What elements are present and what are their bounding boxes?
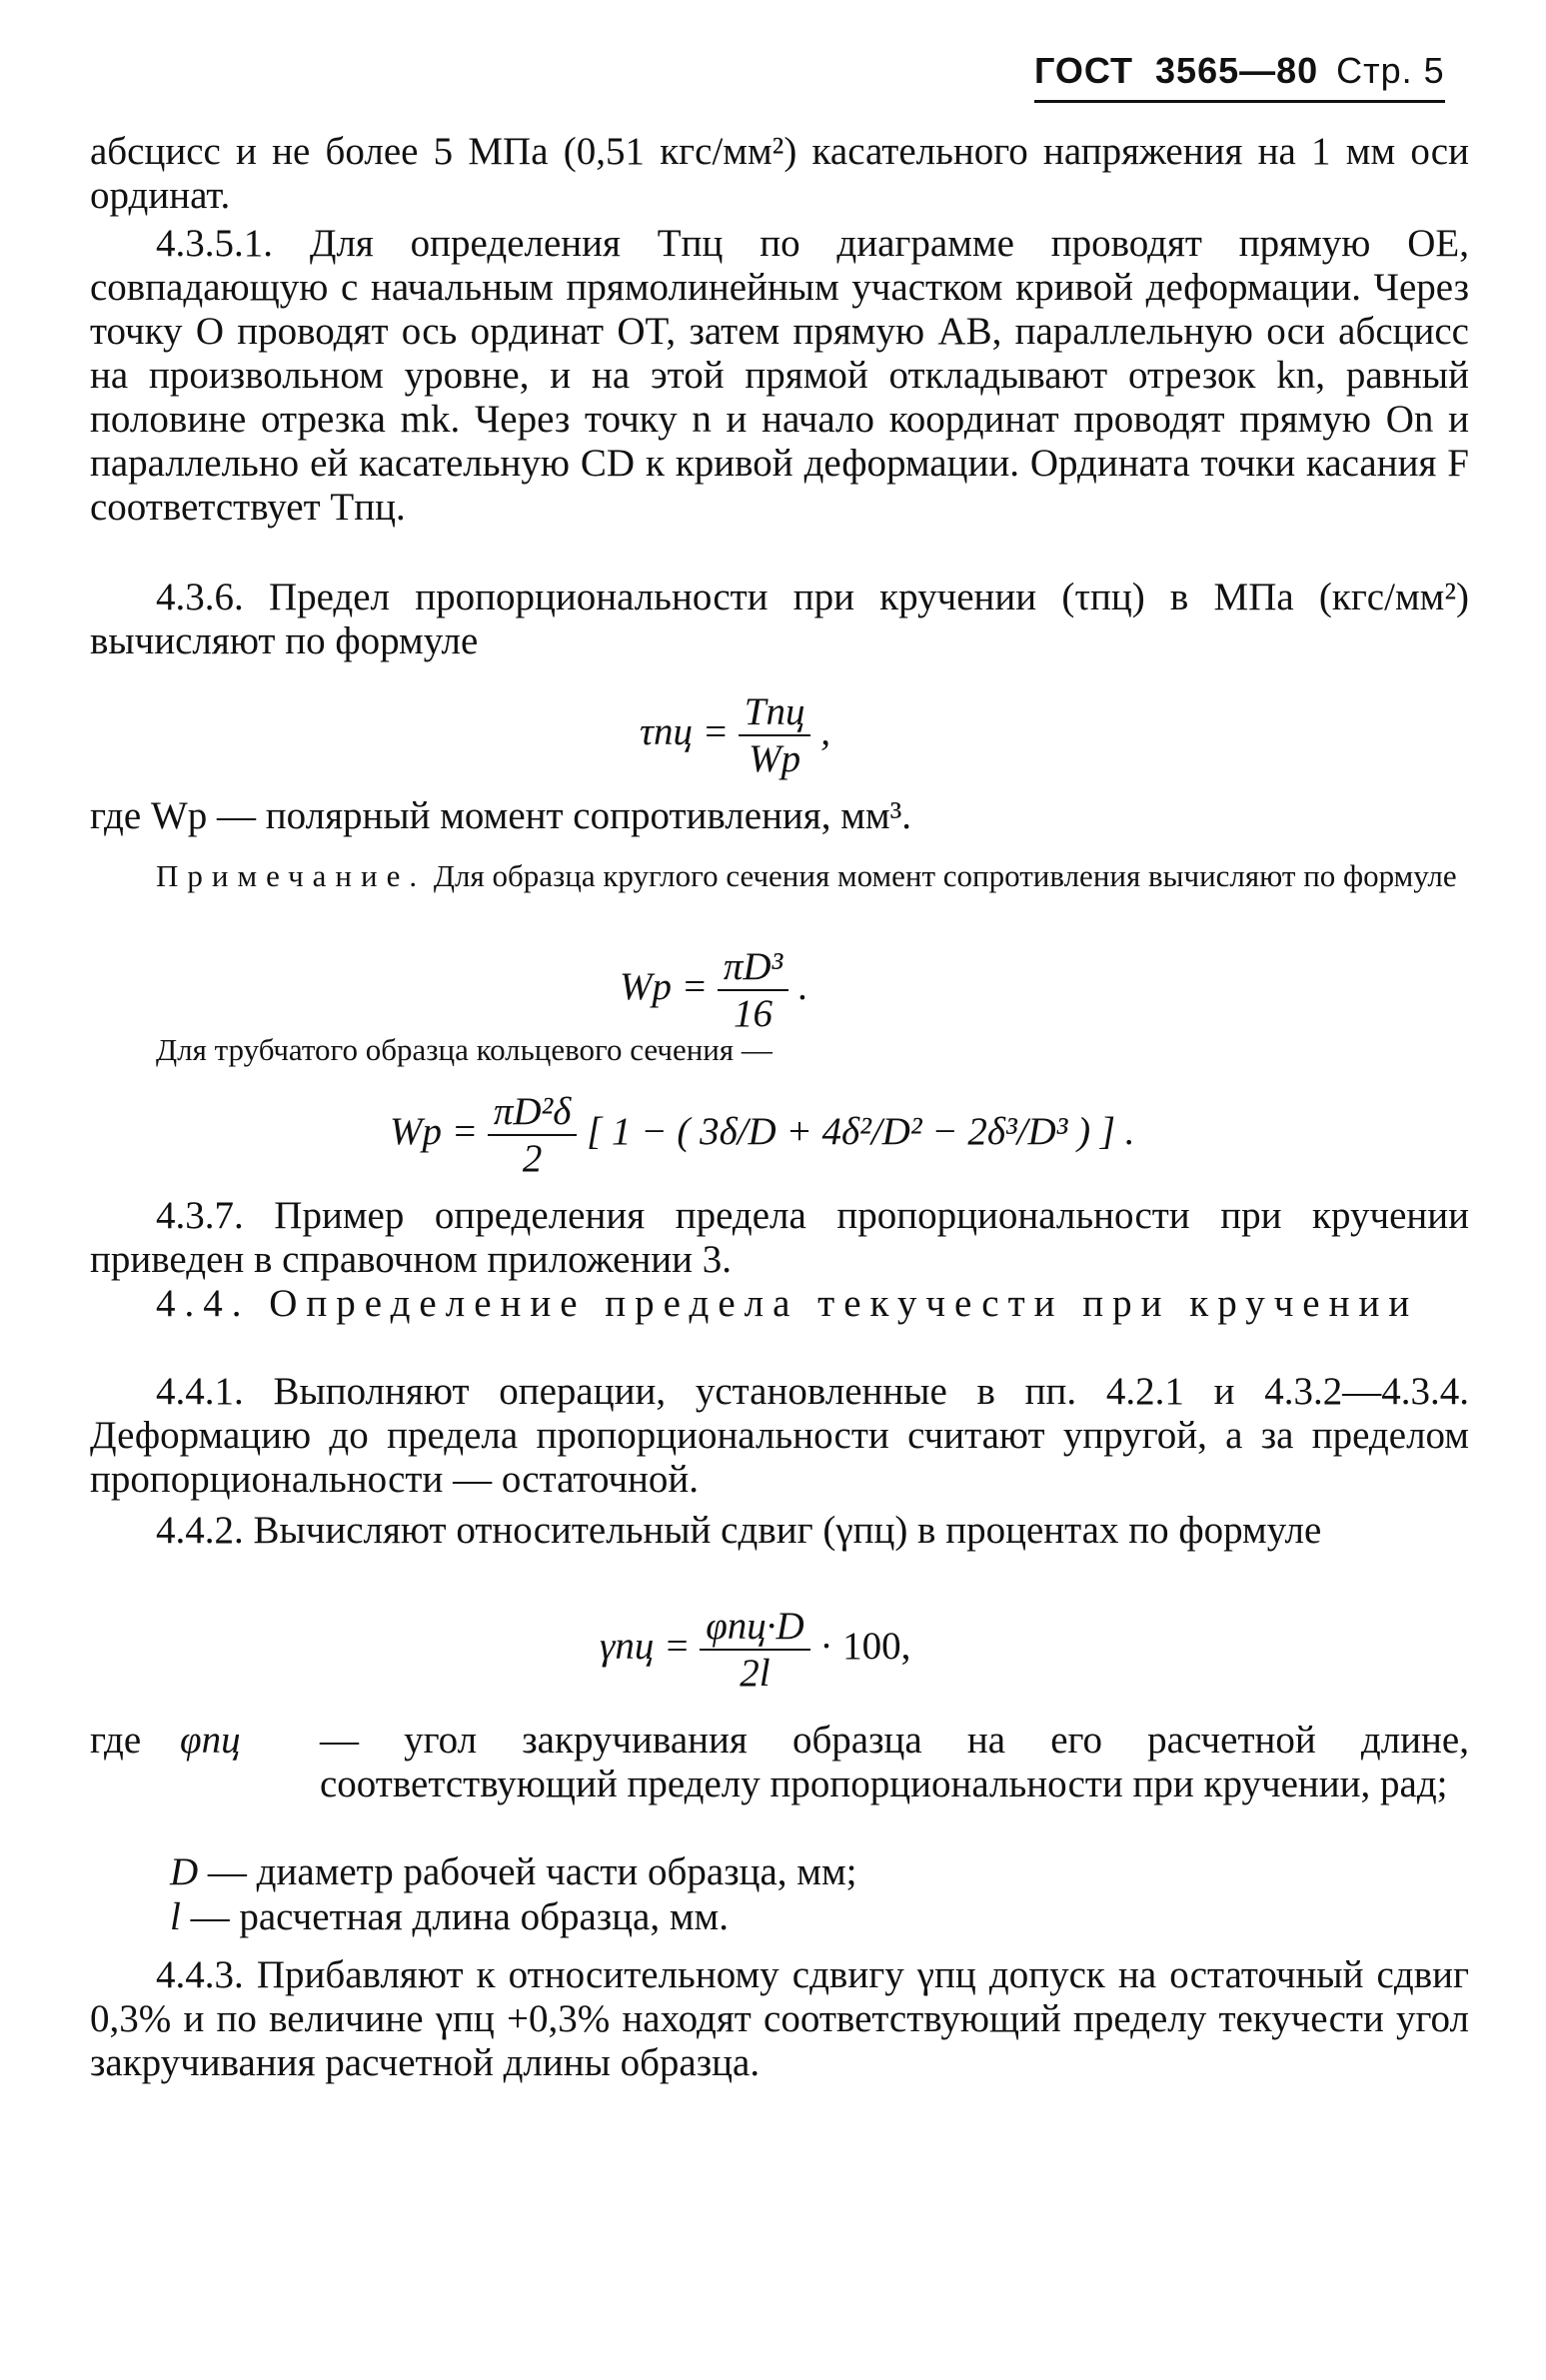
formula-wp-tube-den: 2 <box>522 1137 543 1180</box>
legend-length <box>170 1895 1469 1939</box>
paragraph-4-4-3: 4.4.3. Прибавляют к относительному сдвигу γпц допуск на остаточный сдвиг 0,3% и по величине γпц +0,3% находят соответствующий пределу текучести угол закручивания расчетной длины образца. <box>90 1953 1469 2084</box>
legend-text-phi: — угол закручивания образца на его расчетной длине, соответствующий пределу пропорциональности при кручении, рад; <box>320 1719 1469 1805</box>
formula-gamma-den: 2l <box>740 1652 771 1695</box>
formula-wp-round-num: πD³ <box>718 944 788 991</box>
formula-tau-num: Tпц <box>739 689 811 736</box>
paragraph-4-3-6: 4.3.6. Предел пропорциональности при кручении (τпц) в МПа (кгс/мм²) вычисляют по формуле <box>90 576 1469 662</box>
formula-tau <box>640 689 830 781</box>
legend-symbol-d: D <box>170 1850 199 1893</box>
formula-wp-round-fraction <box>718 944 788 1036</box>
header-page: Стр. 5 <box>1336 50 1445 91</box>
paragraph-4-3-5-1: 4.3.5.1. Для определения Tпц по диаграмме проводят прямую OE, совпадающую с начальным прямолинейным участком кривой деформации. Через точку O проводят ось ординат OT, затем прямую AB, параллельную оси абсцисс на произвольном уровне, и на этой прямой откладывают отрезок kn, равный половине отрезка mk. Через точку n и начало координат проводят прямую On и параллельно ей касательную CD к кривой деформации. Ордината точки касания F соответствует Tпц. <box>90 222 1469 529</box>
legend-phi <box>90 1719 1469 1805</box>
formula-gamma-num: φпц·D <box>700 1604 810 1651</box>
header-standard: ГОСТ <box>1034 50 1134 91</box>
paragraph-4-3-7: 4.3.7. Пример определения предела пропорциональности при кручении приведен в справочном приложении 3. <box>90 1194 1469 1281</box>
legend-text-l: — расчетная длина образца, мм. <box>190 1895 729 1938</box>
paragraph-4-4-2: 4.4.2. Вычисляют относительный сдвиг (γпц) в процентах по формуле <box>156 1509 1322 1552</box>
formula-gamma-tail: · 100, <box>819 1624 911 1668</box>
paragraph-4-4-heading: 4.4. Определение предела текучести при кручении <box>156 1282 1419 1325</box>
formula-tau-tail: , <box>820 709 830 753</box>
paragraph-wp-definition: где Wр — полярный момент сопротивления, мм³. <box>90 794 912 837</box>
formula-gamma-lhs: γпц = <box>600 1624 691 1668</box>
legend-symbol-l: l <box>170 1895 181 1938</box>
formula-gamma-fraction <box>700 1604 810 1696</box>
formula-tau-den: Wр <box>749 737 801 780</box>
formula-wp-tube-num: πD²δ <box>488 1089 578 1136</box>
formula-tau-fraction <box>739 689 811 781</box>
formula-wp-round-tail: . <box>797 964 808 1008</box>
formula-wp-tube <box>390 1089 1135 1181</box>
formula-tau-lhs: τпц = <box>640 709 730 753</box>
formula-gamma <box>600 1604 910 1696</box>
formula-wp-tube-fraction <box>488 1089 578 1181</box>
legend-diameter <box>170 1850 1469 1894</box>
formula-wp-round-den: 16 <box>734 992 773 1035</box>
header-number: 3565—80 <box>1155 50 1319 91</box>
formula-wp-round-lhs: Wр = <box>620 964 709 1008</box>
formula-wp-round <box>620 944 808 1036</box>
legend-where: где <box>90 1719 142 1762</box>
paragraph-4-4-1: 4.4.1. Выполняют операции, установленные в пп. 4.2.1 и 4.3.2—4.3.4. Деформацию до предела пропорциональности считают упругой, а за пределом пропорциональности — остаточной. <box>90 1370 1469 1501</box>
paragraph-tubular: Для трубчатого образца кольцевого сечения — <box>156 1032 773 1067</box>
note-text: Для образца круглого сечения момент сопротивления вычисляют по формуле <box>433 858 1457 893</box>
paragraph-p1: абсцисс и не более 5 МПа (0,51 кгс/мм²) касательного напряжения на 1 мм оси ординат. <box>90 130 1469 217</box>
legend-symbol-phi: φпц <box>180 1719 241 1762</box>
formula-wp-tube-lhs: Wр = <box>390 1109 479 1153</box>
note-label: Примечание. <box>156 858 427 893</box>
page-header <box>1034 50 1445 103</box>
legend-text-d: — диаметр рабочей части образца, мм; <box>207 1850 857 1893</box>
formula-wp-tube-tail: . <box>1124 1109 1135 1153</box>
formula-wp-tube-bracket: [ 1 − ( 3δ/D + 4δ²/D² − 2δ³/D³ ) ] <box>587 1109 1116 1153</box>
note <box>90 857 1469 895</box>
